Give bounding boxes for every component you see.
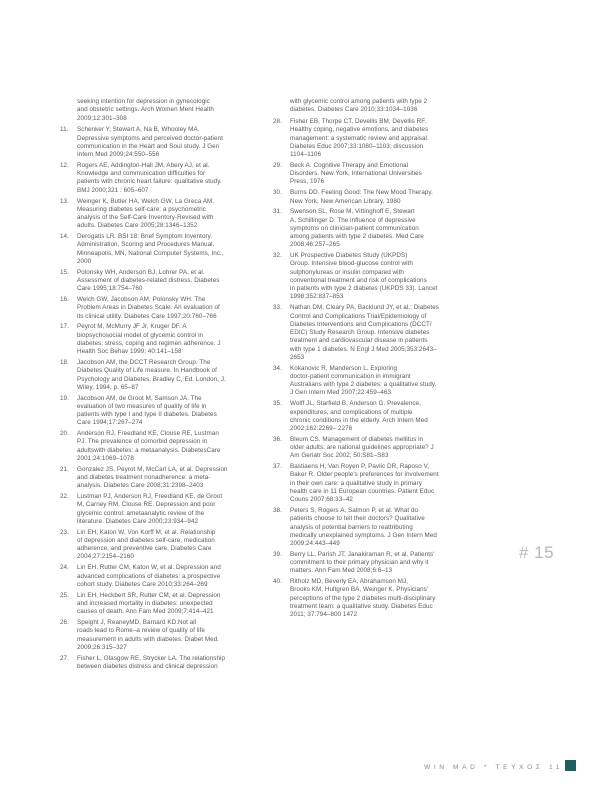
reference-text: Berry LL, Parish JT, Janakiraman R, et al. Patients' commitment to their primary physician and why it matters. Ann Fam Med 2008;6:6–13 — [290, 550, 435, 575]
reference-text: Lin EH, Katon W, Von Korff M, et al. Relationship of depression and diabetes self-care, medication adherence, and preventive care. Diabetes Care 2004;27:2154–2160 — [77, 528, 216, 561]
reference-number: 18. — [60, 359, 69, 366]
reference-item — [273, 578, 483, 619]
reference-text: Polonsky WH, Anderson BJ, Lohrer PA, et al. Assessment of diabetes-related distress. Diabetes Care 1995;18:754–760 — [77, 268, 220, 293]
reference-number: 15. — [60, 268, 69, 276]
reference-text: Welch GW, Jacobson AM, Polonsky WH. The Problem Areas in Diabetes Scale. An evaluation of its clinical utility. Diabetes Care 1997;20:760–766 — [77, 296, 220, 320]
reference-number: 31. — [273, 208, 282, 216]
reference-item — [60, 619, 265, 652]
reference-item — [60, 466, 265, 491]
reference-text: Derogatis LR. BSI 18: Brief Symptom Inventory. Administration, Scoring and Procedures Manual. Minneapolis, MN, National Computer Systems, Inc., 2000 — [77, 233, 224, 265]
reference-item — [273, 304, 483, 362]
reference-number — [60, 98, 77, 123]
reference-item — [60, 162, 265, 195]
reference-text: UK Prospective Diabetes Study (UKPDS) Group. Intensive blood-glucose control with sulphonylureas or insulin compared with conventional treatment and risk of complications in patients with type 2 diabetes (UKPDS 33). Lancet 1998;352:837–853 — [290, 252, 438, 301]
reference-number — [273, 98, 290, 115]
reference-number: 20. — [60, 430, 69, 438]
reference-text: Bastiaens H, Van Royen P, Pavlic DR, Raposo V, Baker R. Older people's preferences for involvement in their own care: a qualitative study in primary health care in 11 European countries. Patient Educ Couns 2007;68:33–42 — [290, 463, 439, 504]
reference-number: 34. — [273, 364, 282, 372]
references-left-column — [60, 98, 265, 674]
reference-number: 26. — [60, 619, 69, 626]
reference-number: 23. — [60, 528, 69, 536]
reference-number: 37. — [273, 463, 282, 471]
reference-number: 21. — [60, 465, 69, 473]
reference-item — [60, 359, 265, 392]
reference-item — [273, 118, 483, 159]
reference-text: Peters S, Rogers A, Salmon P, et al. What do patients choose to tell their doctors? Qualitative analysis of potential barriers to reattributing medically unexplained symptoms. J Gen Intern Med 2009;24:443–449 — [290, 507, 437, 548]
reference-item — [60, 296, 265, 321]
reference-number: 39. — [273, 550, 282, 558]
reference-text: Jacobson AM, the DCCT Research Group. The Diabetes Quality of Life measure. In Handbook of Psychology and Diabetes. Bradley C, Ed. London, J. Wiley, 1994, p. 65–87 — [77, 359, 226, 391]
reference-item — [60, 395, 265, 428]
reference-item — [60, 233, 265, 266]
reference-item — [60, 592, 265, 617]
reference-text: Nathan DM, Cleary PA, Backlund JY, et al.; Diabetes Control and Complications Trial/Epidemiology of Diabetes Interventions and Complications (DCCT/ EDIC) Study Research Group. Intensive diabetes treatment and cardiovascular disease in patients with type 1 diabetes. N Engl J Med 2005;353:2643– 2653 — [290, 304, 439, 361]
reference-number: 25. — [60, 591, 69, 599]
reference-number: 40. — [273, 578, 282, 586]
reference-number: 19. — [60, 394, 69, 402]
footer-accent-square — [565, 760, 576, 771]
reference-number: 16. — [60, 296, 69, 304]
reference-item — [273, 507, 483, 548]
reference-number: 27. — [60, 654, 69, 662]
reference-number: 33. — [273, 304, 282, 312]
reference-number: 22. — [60, 493, 69, 501]
reference-item — [60, 493, 265, 526]
reference-number: 30. — [273, 189, 282, 197]
reference-number: 24. — [60, 564, 69, 572]
reference-item — [60, 98, 265, 123]
reference-text: Lin EH, Rutter CM, Katon W, et al. Depression and advanced complications of diabetes: a prospective cohort study. Diabetes Care 2010;33:264–269 — [77, 564, 221, 588]
reference-text: Bleum CS. Management of diabetes mellitus in older adults: are national guidelines appropriate? J Am Geriatr Soc 2002; 50:S81–S83 — [290, 435, 434, 460]
reference-item — [60, 198, 265, 231]
reference-item — [273, 208, 483, 249]
reference-item — [273, 189, 483, 206]
reference-item — [60, 126, 265, 159]
reference-text: Schenker Y, Stewart A, Na B, Whooley MA. Depressive symptoms and perceived doctor-patient communication in the Heart and Soul study. J Gen Intern Med 2009;24:550–556 — [77, 126, 223, 159]
reference-text: Fisher EB, Thorpe CT, Devellis BM, Devellis RF. Healthy coping, negative emotions, and diabetes management: a systematic review and appraisal. Diabetes Educ 2007;33:1080–1103; discussion 1104–1106 — [290, 118, 429, 159]
reference-text: Lin EH, Heckbert SR, Rutter CM, et al. Depression and increased mortality in diabetes: unexpected causes of death. Ann Fam Med 2009;7:414–421 — [77, 591, 221, 616]
reference-text: Swenson SL, Rose M, Vittinghoff E, Stewart A, Schillinger D. The influence of depressive symptoms on clinician-patient communication among patients with type 2 diabetes. Med Care 2008;46:257–265 — [290, 208, 424, 249]
reference-text: seeking intention for depression in gynecologic and obstetric settings. Arch Women Ment Health 2009;12:301–308 — [77, 98, 214, 122]
reference-item — [273, 436, 483, 461]
reference-text: Rogers AE, Addington-Hall JM, Abery AJ, et al. Knowledge and communication difficulties for patients with chronic heart failure: qualitative study. BMJ 2000;321 : 605–607 — [77, 161, 222, 194]
reference-item — [273, 400, 483, 433]
reference-item — [60, 529, 265, 562]
reference-text: Burns DD. Feeling Good: The New Mood Therapy. New York, New American Library, 1980 — [290, 189, 433, 205]
reference-number: 38. — [273, 507, 282, 515]
reference-item — [60, 430, 265, 463]
reference-item — [273, 551, 483, 576]
reference-item — [273, 252, 483, 302]
reference-item — [60, 323, 265, 356]
footer-journal-issue: WIN MAD * ΤΕΥΧΟΣ 11 — [424, 764, 564, 771]
reference-text: Kokanovic R, Manderson L. Exploring doctor-patient communication in immigrant Australians with type 2 diabetes: a qualitative study. J Gen Intern Med 2007;22:459–463 — [290, 364, 437, 397]
reference-number: 28. — [273, 118, 282, 126]
reference-number: 29. — [273, 161, 282, 169]
reference-number: 12. — [60, 161, 69, 169]
reference-item — [60, 269, 265, 294]
reference-number: 11. — [60, 126, 69, 134]
reference-item — [273, 98, 483, 115]
reference-number: 36. — [273, 435, 282, 443]
reference-text: Gonzalez JS, Peyrot M, McCarl LA, et al. Depression and diabetes treatment nonadherence: a meta- analysis. Diabetes Care 2008;31:2398–2403 — [77, 465, 228, 490]
reference-text: Jacobson AM, de Groot M, Samson JA. The evaluation of two measures of quality of life in patients with type I and type II diabetes. Diabetes Care 1994;17:267–274 — [77, 394, 217, 427]
reference-item — [273, 365, 483, 398]
reference-number: 14. — [60, 233, 69, 241]
reference-number: 35. — [273, 400, 282, 408]
reference-text: Speight J, ReaneyMD, Barnard KD.Not all roads lead to Rome–a review of quality of life measurement in adults with diabetes. Diabet Med. 2009;26:315–327 — [77, 619, 220, 651]
references-right-column — [273, 98, 483, 622]
reference-text: Wolff JL, Starfield B, Anderson G. Prevalence, expenditures, and complications of multiple chronic conditions in the elderly. Arch Intern Med 2002;162:2269– 2276 — [290, 400, 428, 432]
reference-text: Fisher L, Glasgow RE, Strycker LA. The relationship between diabetes distress and clinical depression — [77, 654, 226, 670]
reference-text: Anderson RJ, Freedland KE, Clouse RE, Lustman PJ. The prevalence of comorbid depression in adultswith diabetes: a metaanalysis. DiabetesCare 2001;24:1069–1078 — [77, 430, 221, 462]
reference-item — [273, 162, 483, 187]
reference-item — [273, 463, 483, 504]
reference-number: 17. — [60, 323, 69, 331]
reference-text: Ritholz MD, Beverly EA, Abrahamson MJ, Brooks KM, Hultgren BA, Weinger K. Physicians' perceptions of the type 2 diabetes multi-disciplinary treatment team: a qualitative study. Diabetes Educ 2011; 37:794–800 1472 — [290, 578, 436, 619]
reference-item — [60, 564, 265, 589]
reference-text: Weinger K, Butler HA, Welch GW, La Greca AM. Measuring diabetes self-care: a psychometric analysis of the Self-Care Inventory-Revised with adults. Diabetes Care 2005;28:1346–1352 — [77, 197, 215, 230]
reference-text: Beck A. Cognitive Therapy and Emotional Disorders. New York, International Universities Press, 1976 — [290, 161, 422, 186]
reference-number: 32. — [273, 252, 282, 260]
page-number: # 15 — [519, 543, 555, 562]
reference-text: Lustman PJ, Anderson RJ, Freedland KE, de Groot M, Carney RM, Clouse RE. Depression and poor glycemic control: ametaanalytic review of the literature. Diabetes Care 2000;23:934–942 — [77, 493, 223, 525]
reference-text: with glycemic control among patients with type 2 diabetes. Diabetes Care 2010;33:1034–1036 — [290, 98, 428, 114]
reference-number: 13. — [60, 197, 69, 205]
reference-item — [60, 655, 265, 672]
reference-text: Peyrot M, McMurry JF Jr, Kruger DF. A biopsychosocial model of glycemic control in diabetes: stress, coping and regimen adherence. J Health Soc Behav 1999; 40:141–158 — [77, 323, 221, 356]
